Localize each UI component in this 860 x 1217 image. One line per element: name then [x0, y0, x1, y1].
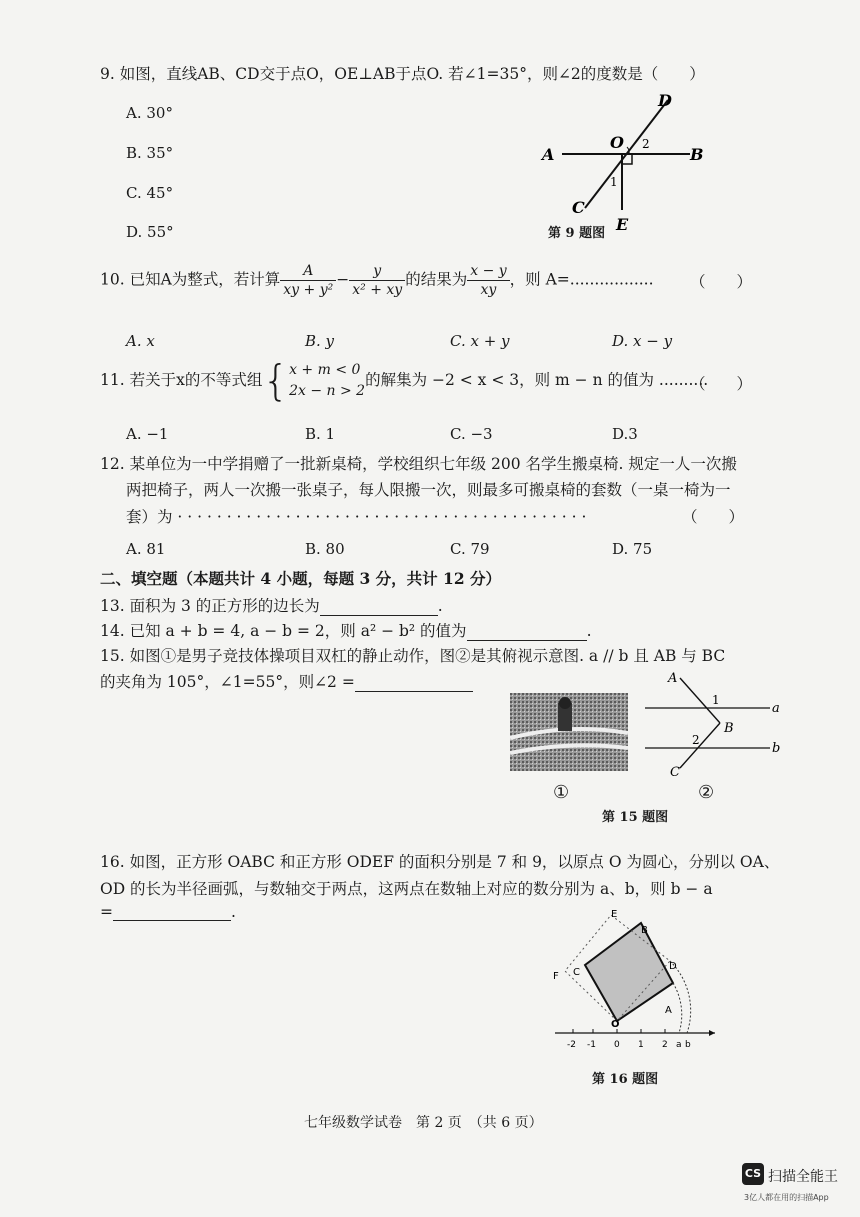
- q11-brace: {: [262, 356, 290, 405]
- q15-photo: [510, 693, 628, 771]
- scanner-logo-icon: CS: [742, 1163, 764, 1185]
- q13-text: 13. 面积为 3 的正方形的边长为: [100, 597, 320, 615]
- scanner-app-name: 扫描全能王: [768, 1169, 838, 1185]
- q13-stem: 13. 面积为 3 的正方形的边长为 .: [100, 597, 443, 615]
- q10-minus: −: [336, 270, 350, 289]
- q12-option-a: A. 81: [126, 540, 166, 558]
- q9-stem: 9. 如图，直线AB、CD交于点O，OE⊥AB于点O. 若∠1=35°，则∠2的度数是（ ）: [100, 65, 705, 83]
- q16-label-e: E: [611, 909, 618, 920]
- q11-stem: [100, 356, 709, 405]
- q16-label-c: C: [573, 967, 580, 978]
- q12-line1: 12. 某单位为一中学捐赠了一批新桌椅，学校组织七年级 200 名学生搬桌椅. 规定一人一次搬: [100, 455, 737, 473]
- q10-frac2-num: y: [349, 262, 405, 281]
- q16-label-b: B: [641, 925, 648, 936]
- q15-angle-2: 2: [692, 733, 700, 747]
- q14-answer-blank: [467, 640, 587, 641]
- section-2-heading: 二、填空题（本题共计 4 小题，每题 3 分，共计 12 分）: [100, 569, 502, 588]
- q10-fraction-3: [467, 262, 509, 299]
- q9-label-b: B: [690, 145, 704, 164]
- q16-diagram: [545, 905, 720, 1065]
- q9-label-d: D: [658, 91, 672, 110]
- q10-answer-paren: （ ）: [690, 273, 753, 291]
- q15-label-b-point: B: [724, 721, 734, 736]
- q10-frac2-den: x² + xy: [352, 282, 403, 298]
- q10-text-pre: 10. 已知A为整式，若计算: [100, 270, 281, 289]
- q10-option-a: A. x: [126, 332, 155, 350]
- q11-text-post: 的解集为 −2 < x < 3，则 m − n 的值为 ..........: [365, 371, 709, 389]
- q15-answer-blank: [355, 691, 473, 692]
- q12-line2: 两把椅子，两人一次搬一张桌子，每人限搬一次，则最多可搬桌椅的套数（一桌一椅为一: [126, 481, 731, 499]
- q16-caption: 第 16 题图: [592, 1072, 659, 1087]
- q9-option-b: B. 35°: [126, 144, 174, 162]
- q16-tick-a: a: [676, 1040, 682, 1050]
- q9-figure: [530, 88, 720, 238]
- q16-label-o: O: [611, 1019, 620, 1030]
- q16-line3: =: [100, 903, 113, 921]
- q9-angle-1: 1: [610, 175, 618, 189]
- q15-label-a-point: A: [668, 671, 678, 686]
- q9-option-a: A. 30°: [126, 104, 173, 122]
- q11-system: [289, 360, 365, 402]
- q12-line3: 套）为 · · · · · · · · · · · · · · · · · · · · · · · · · · · · · · · · · · · · · · · · · ·: [126, 508, 587, 526]
- q10-option-c: C. x + y: [450, 332, 510, 350]
- q10-frac1-num: A: [280, 262, 336, 281]
- q9-angle-2: 2: [642, 137, 650, 151]
- q10-frac3-den: xy: [480, 282, 497, 298]
- q9-option-c: C. 45°: [126, 184, 174, 202]
- q10-frac3-num: x − y: [467, 262, 509, 281]
- q15-line2-wrap: [100, 670, 473, 692]
- page-footer: 七年级数学试卷 第 2 页 （共 6 页）: [304, 1115, 543, 1131]
- q12-option-b: B. 80: [305, 540, 345, 558]
- q14-text: 14. 已知 a + b = 4, a − b = 2，则 a² − b² 的值为: [100, 622, 467, 640]
- q16-tick-neg1: -1: [587, 1040, 596, 1050]
- q9-label-a: A: [542, 145, 555, 164]
- q13-answer-blank: [320, 615, 438, 616]
- q15-caption: 第 15 题图: [602, 810, 669, 825]
- q15-sub-label-2: ②: [698, 782, 715, 803]
- q16-line1: 16. 如图，正方形 OABC 和正方形 ODEF 的面积分别是 7 和 9，以原点 O 为圆心，分别以 OA、: [100, 853, 780, 871]
- q10-text-mid: 的结果为: [405, 270, 468, 289]
- scanner-tagline: 3亿人都在用的扫描App: [744, 1193, 829, 1202]
- q10-stem: [100, 262, 654, 299]
- q16-line3-wrap: = .: [100, 903, 236, 921]
- q10-frac1-den: xy + y²: [283, 282, 334, 298]
- q15-angle-1: 1: [712, 693, 720, 707]
- q15-line1: 15. 如图①是男子竞技体操项目双杠的静止动作，图②是其俯视示意图. a // b 且 AB 与 BC: [100, 647, 726, 665]
- q11-line2: 2x − n > 2: [289, 383, 366, 399]
- q11-answer-paren: （ ）: [690, 375, 753, 393]
- q10-fraction-2: [349, 262, 405, 299]
- q16-label-a: A: [665, 1005, 672, 1016]
- q10-fraction-1: [280, 262, 336, 299]
- q15-line2: 的夹角为 105°，∠1=55°，则∠2 =: [100, 673, 355, 691]
- q15-label-b-line: b: [772, 741, 781, 756]
- q15-label-c-point: C: [670, 765, 680, 780]
- q11-option-d: D.3: [612, 425, 638, 443]
- q16-line2: OD 的长为半径画弧，与数轴交于两点，这两点在数轴上对应的数分别为 a、b，则 b − a: [100, 880, 713, 898]
- q11-option-a: A. −1: [126, 425, 169, 443]
- q16-label-f: F: [553, 971, 559, 982]
- q16-tick-1: 1: [638, 1040, 644, 1050]
- q12-option-d: D. 75: [612, 540, 653, 558]
- q12-answer-paren: （ ）: [682, 508, 745, 526]
- q12-option-c: C. 79: [450, 540, 490, 558]
- q16-answer-blank: [113, 920, 231, 921]
- q16-label-d: D: [669, 961, 677, 972]
- q11-line1: x + m < 0: [289, 362, 361, 378]
- q16-tick-neg2: -2: [567, 1040, 576, 1050]
- q16-tick-2: 2: [662, 1040, 668, 1050]
- q16-tick-b: b: [685, 1040, 691, 1050]
- q14-stem: 14. 已知 a + b = 4, a − b = 2，则 a² − b² 的值为 .: [100, 622, 592, 640]
- q9-label-o: O: [610, 133, 624, 152]
- q9-option-d: D. 55°: [126, 223, 174, 241]
- q10-text-post: ，则 A=.................: [509, 270, 654, 289]
- q10-option-d: D. x − y: [612, 332, 673, 350]
- q16-tick-0: 0: [614, 1040, 620, 1050]
- q11-option-b: B. 1: [305, 425, 336, 443]
- q10-option-b: B. y: [305, 332, 335, 350]
- q11-text-pre: 11. 若关于x的不等式组: [100, 371, 263, 389]
- q9-label-c: C: [572, 198, 585, 217]
- q15-sub-label-1: ①: [553, 782, 570, 803]
- q15-diagram: [640, 668, 800, 783]
- q11-option-c: C. −3: [450, 425, 493, 443]
- q9-label-e: E: [616, 215, 629, 234]
- q15-label-a-line: a: [772, 701, 780, 716]
- q9-caption: 第 9 题图: [548, 226, 606, 241]
